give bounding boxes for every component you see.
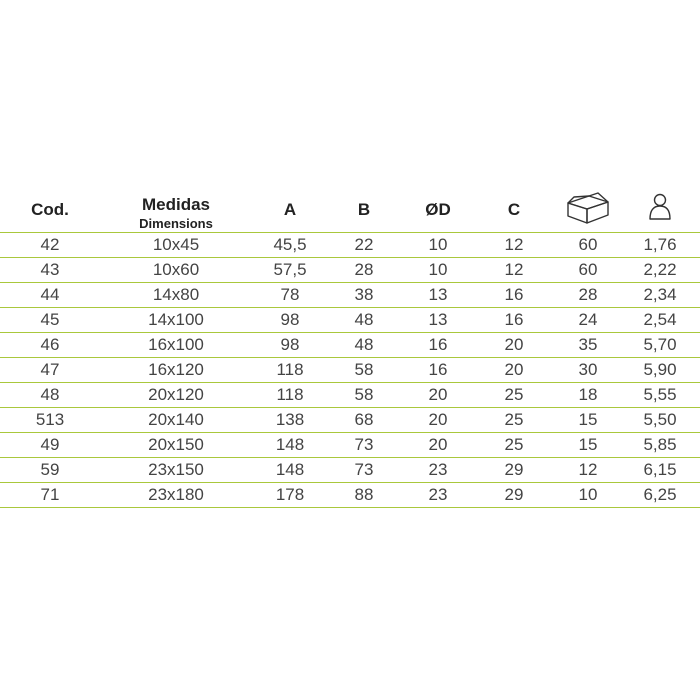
table-body bbox=[0, 233, 700, 508]
cell-b: 38 bbox=[354, 285, 374, 304]
cell-cod: 46 bbox=[40, 335, 60, 354]
cell-medidas: 14x100 bbox=[148, 310, 204, 329]
cell-box-qty: 35 bbox=[578, 335, 598, 354]
cell-a: 45,5 bbox=[273, 235, 307, 254]
cell-c: 12 bbox=[504, 260, 524, 279]
cell-weight: 5,50 bbox=[643, 410, 677, 429]
header-medidas-label: Medidas bbox=[141, 195, 211, 214]
table-row bbox=[0, 433, 700, 458]
cell-diameter: 16 bbox=[428, 360, 448, 379]
header-diameter: ØD bbox=[425, 200, 451, 219]
cell-cod: 49 bbox=[40, 435, 60, 454]
header-dimensions-label: Dimensions bbox=[139, 216, 213, 231]
header-cod: Cod. bbox=[31, 200, 69, 219]
cell-cod: 47 bbox=[40, 360, 60, 379]
cell-a: 178 bbox=[275, 485, 305, 504]
cell-c: 25 bbox=[504, 410, 524, 429]
cell-a: 148 bbox=[275, 435, 305, 454]
cell-medidas: 10x60 bbox=[152, 260, 200, 279]
cell-box-qty: 18 bbox=[578, 385, 598, 404]
cell-box-qty: 15 bbox=[578, 435, 598, 454]
cell-medidas: 10x45 bbox=[152, 235, 200, 254]
cell-cod: 59 bbox=[40, 460, 60, 479]
cell-b: 68 bbox=[354, 410, 374, 429]
cell-diameter: 23 bbox=[428, 485, 448, 504]
cell-b: 58 bbox=[354, 385, 374, 404]
cell-b: 73 bbox=[354, 435, 374, 454]
table-row bbox=[0, 283, 700, 308]
cell-medidas: 16x100 bbox=[148, 335, 204, 354]
cell-diameter: 20 bbox=[428, 410, 448, 429]
cell-a: 57,5 bbox=[273, 260, 307, 279]
table-row bbox=[0, 333, 700, 358]
cell-c: 25 bbox=[504, 435, 524, 454]
cell-a: 118 bbox=[276, 385, 304, 404]
cell-box-qty: 60 bbox=[578, 235, 598, 254]
table-row bbox=[0, 233, 700, 258]
cell-c: 25 bbox=[504, 385, 524, 404]
cell-weight: 5,55 bbox=[643, 385, 677, 404]
cell-c: 12 bbox=[504, 235, 524, 254]
cell-box-qty: 15 bbox=[578, 410, 598, 429]
cell-box-qty: 60 bbox=[578, 260, 598, 279]
product-table bbox=[0, 188, 700, 508]
cell-cod: 42 bbox=[40, 235, 60, 254]
cell-box-qty: 24 bbox=[578, 310, 598, 329]
cell-weight: 2,54 bbox=[643, 310, 677, 329]
cell-b: 48 bbox=[354, 335, 374, 354]
cell-diameter: 20 bbox=[428, 435, 448, 454]
cell-weight: 6,25 bbox=[643, 485, 677, 504]
table-row bbox=[0, 458, 700, 483]
cell-weight: 5,90 bbox=[643, 360, 677, 379]
cell-a: 98 bbox=[280, 310, 300, 329]
cell-cod: 71 bbox=[40, 485, 60, 504]
cell-weight: 6,15 bbox=[643, 460, 677, 479]
cell-medidas: 20x120 bbox=[148, 385, 204, 404]
cell-medidas: 23x180 bbox=[148, 485, 204, 504]
cell-weight: 2,34 bbox=[643, 285, 677, 304]
cell-a: 148 bbox=[275, 460, 305, 479]
table-row bbox=[0, 358, 700, 383]
cell-medidas: 23x150 bbox=[148, 460, 204, 479]
cell-medidas: 20x150 bbox=[148, 435, 204, 454]
table-row bbox=[0, 383, 700, 408]
cell-box-qty: 30 bbox=[578, 360, 598, 379]
cell-a: 98 bbox=[280, 335, 300, 354]
cell-cod: 43 bbox=[40, 260, 60, 279]
cell-weight: 2,22 bbox=[643, 260, 677, 279]
cell-weight: 5,70 bbox=[643, 335, 677, 354]
header-a: A bbox=[283, 200, 297, 219]
cell-box-qty: 12 bbox=[578, 460, 598, 479]
cell-a: 118 bbox=[276, 360, 304, 379]
table-header bbox=[0, 188, 700, 233]
cell-b: 88 bbox=[354, 485, 374, 504]
cell-b: 58 bbox=[354, 360, 374, 379]
cell-b: 48 bbox=[354, 310, 374, 329]
cell-b: 22 bbox=[354, 235, 374, 254]
cell-c: 16 bbox=[504, 285, 524, 304]
cell-c: 16 bbox=[504, 310, 524, 329]
table-row bbox=[0, 258, 700, 283]
weight-icon bbox=[648, 188, 672, 232]
cell-diameter: 10 bbox=[428, 260, 448, 279]
cell-box-qty: 28 bbox=[578, 285, 598, 304]
cell-cod: 44 bbox=[40, 285, 60, 304]
cell-cod: 45 bbox=[40, 310, 60, 329]
cell-c: 29 bbox=[504, 485, 524, 504]
cell-diameter: 16 bbox=[428, 335, 448, 354]
cell-diameter: 13 bbox=[428, 310, 448, 329]
cell-diameter: 10 bbox=[428, 235, 448, 254]
cell-medidas: 14x80 bbox=[152, 285, 200, 304]
cell-b: 28 bbox=[354, 260, 374, 279]
cell-weight: 1,76 bbox=[643, 235, 677, 254]
cell-c: 20 bbox=[504, 360, 524, 379]
cell-c: 29 bbox=[504, 460, 524, 479]
cell-cod: 48 bbox=[40, 385, 60, 404]
cell-diameter: 23 bbox=[428, 460, 448, 479]
cell-medidas: 20x140 bbox=[148, 410, 204, 429]
box-icon bbox=[565, 188, 611, 232]
table-row bbox=[0, 308, 700, 333]
cell-box-qty: 10 bbox=[578, 485, 598, 504]
table-row bbox=[0, 483, 700, 508]
cell-cod: 513 bbox=[35, 410, 65, 429]
table-row bbox=[0, 408, 700, 433]
cell-diameter: 20 bbox=[428, 385, 448, 404]
cell-b: 73 bbox=[354, 460, 374, 479]
cell-weight: 5,85 bbox=[643, 435, 677, 454]
cell-a: 138 bbox=[275, 410, 305, 429]
cell-diameter: 13 bbox=[428, 285, 448, 304]
cell-c: 20 bbox=[504, 335, 524, 354]
header-medidas bbox=[139, 188, 213, 239]
header-b: B bbox=[357, 200, 371, 219]
header-c: C bbox=[507, 200, 521, 219]
cell-medidas: 16x120 bbox=[148, 360, 204, 379]
cell-a: 78 bbox=[280, 285, 300, 304]
